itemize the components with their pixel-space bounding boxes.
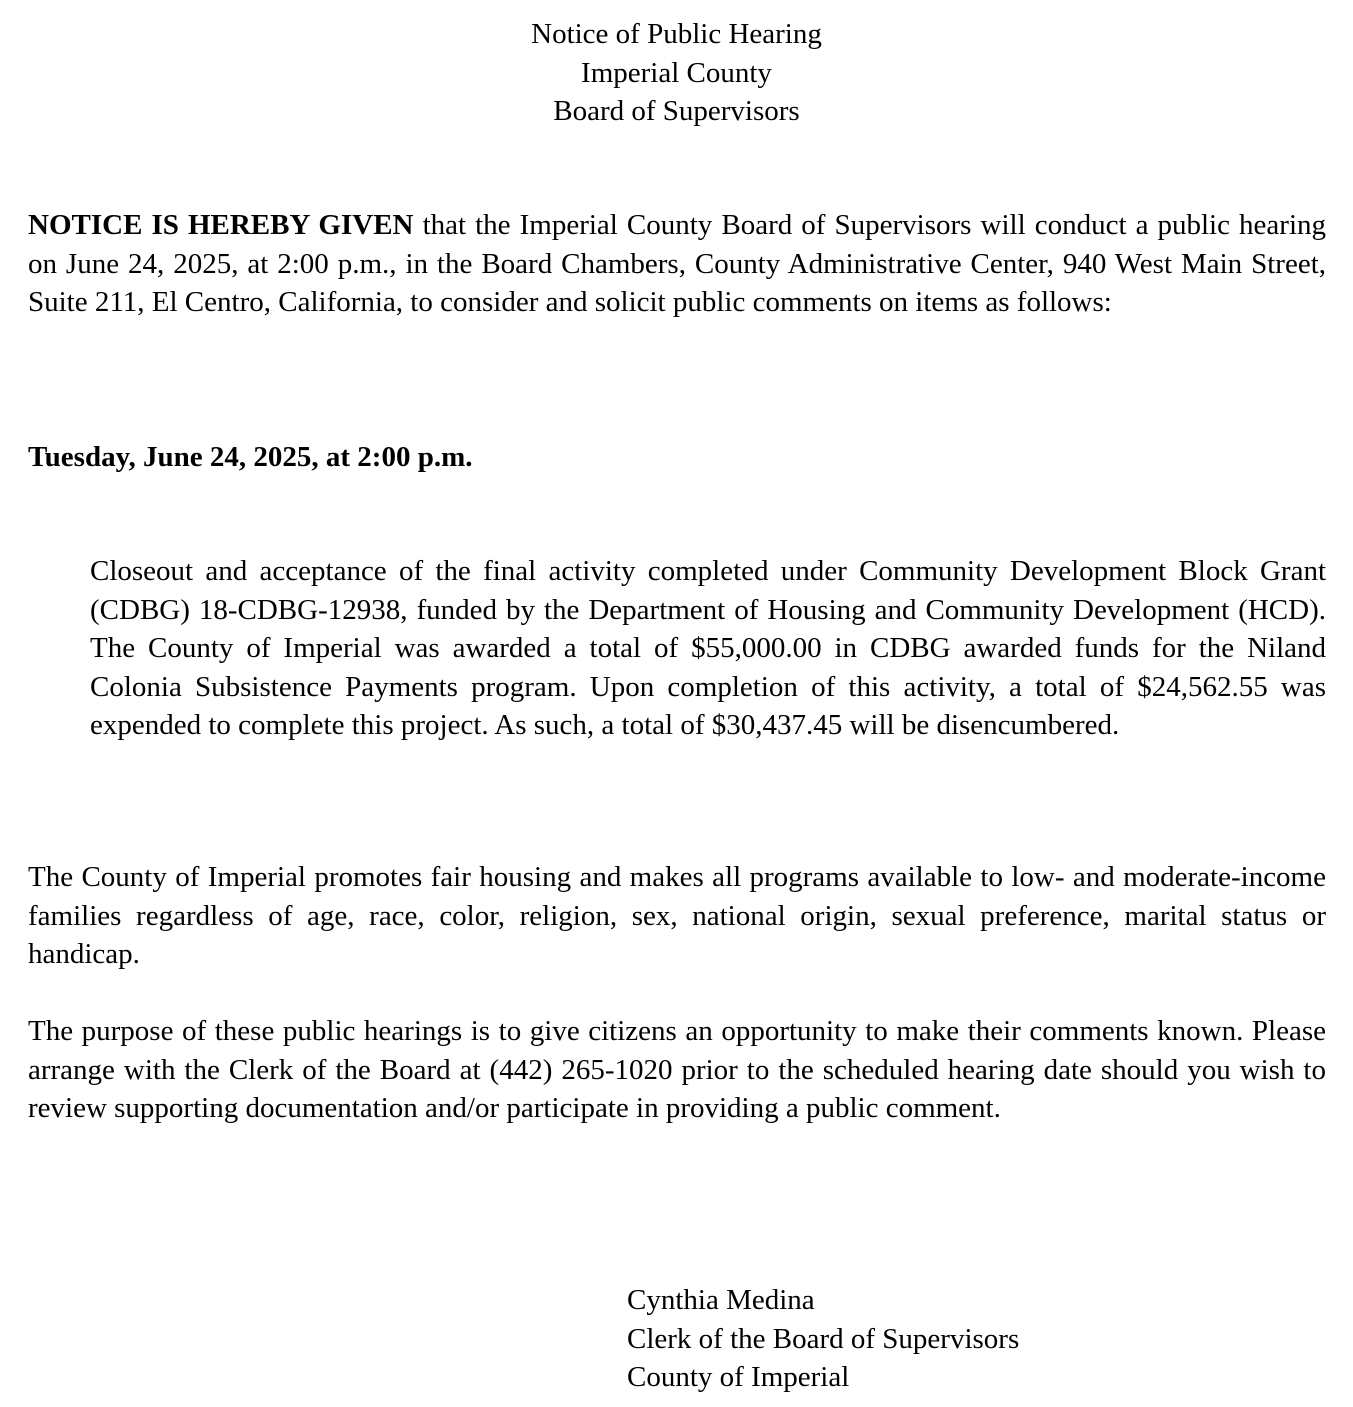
notice-header bbox=[0, 15, 1353, 131]
signature-name: Cynthia Medina bbox=[627, 1284, 815, 1316]
hearing-date: Tuesday, June 24, 2025, at 2:00 p.m. bbox=[28, 441, 473, 473]
intro-paragraph bbox=[28, 206, 1326, 322]
item-paragraph: Closeout and acceptance of the final activity completed under Community Development Block Grant (CDBG) 18-CDBG-12938, funded by the Department of Housing and Community Development (HCD). The County of Imperial was awarded a total of $55,000.00 in CDBG awarded funds for the Niland Colonia Subsistence Payments program. Upon completion of this activity, a total of $24,562.55 was expended to complete this project. As such, a total of $30,437.45 will be disencumbered. bbox=[90, 555, 1326, 741]
signature-title: Clerk of the Board of Supervisors bbox=[627, 1322, 1020, 1355]
intro-lead: NOTICE IS HEREBY GIVEN bbox=[28, 209, 414, 241]
header-board: Board of Supervisors bbox=[553, 95, 800, 127]
intro-text: that the Imperial County Board of Supervisors will conduct a public hearing on June 24, 2025, at 2:00 p.m., in the Board Chambers, County Administrative Center, 940 West Main Street, Suite 211, El Centro, California, to consider and solicit public comments on items as follows: bbox=[28, 209, 1327, 318]
signature-block bbox=[627, 1281, 1019, 1397]
header-title: Notice of Public Hearing bbox=[531, 18, 822, 50]
header-county: Imperial County bbox=[581, 56, 772, 89]
fair-housing-paragraph: The County of Imperial promotes fair housing and makes all programs available to low- and moderate-income families regardless of age, race, color, religion, sex, national origin, sexual preference, marital status or handicap. bbox=[28, 861, 1326, 970]
purpose-paragraph: The purpose of these public hearings is to give citizens an opportunity to make their comments known. Please arrange with the Clerk of the Board at (442) 265-1020 prior to the scheduled hearing date should you wish to review supporting documentation and/or participate in providing a public comment. bbox=[28, 1015, 1326, 1124]
signature-org: County of Imperial bbox=[627, 1361, 850, 1393]
